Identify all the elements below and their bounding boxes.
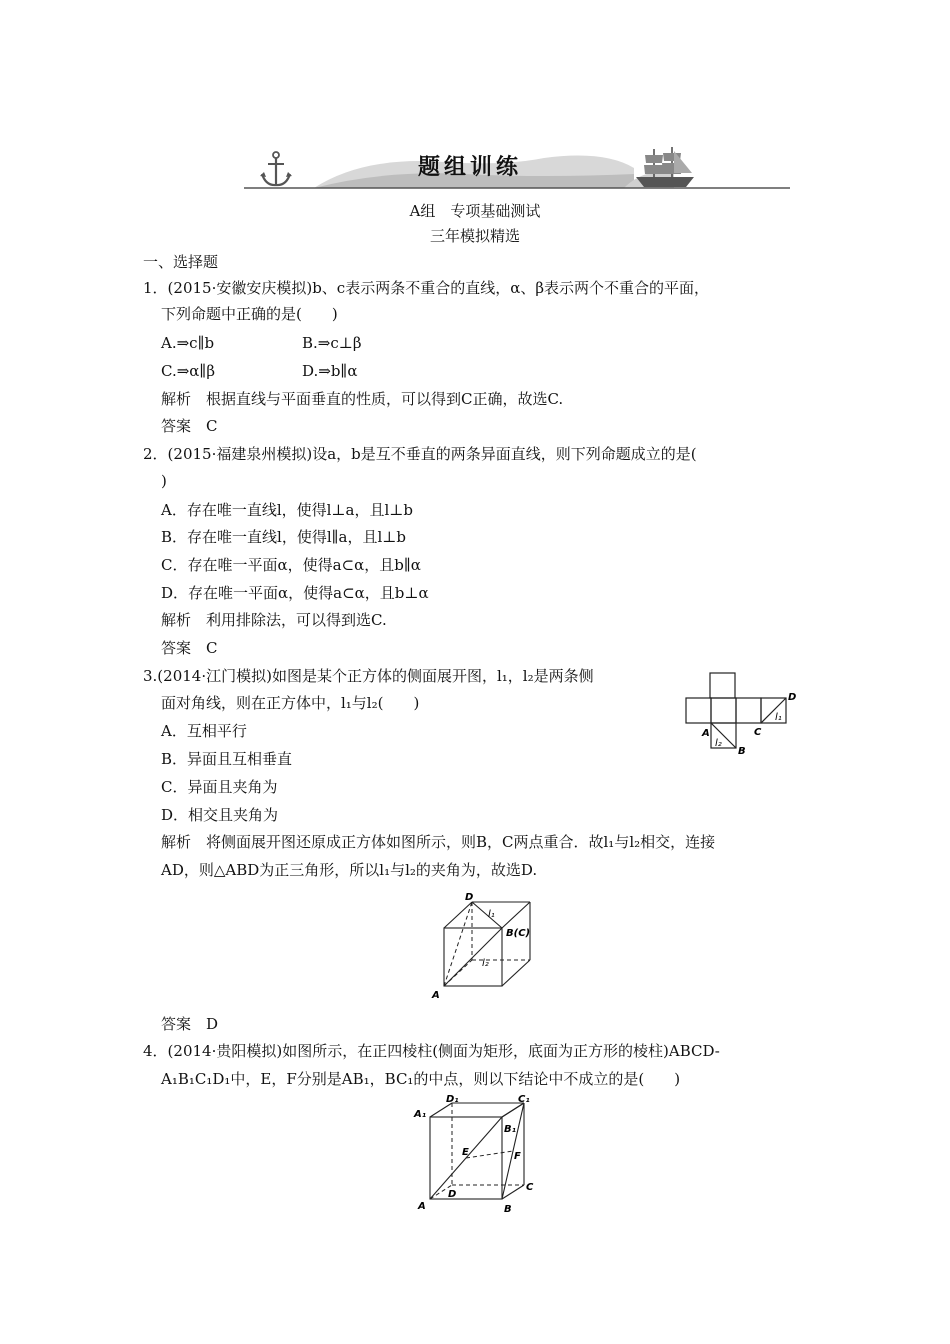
prism-label-a: A	[418, 1201, 426, 1212]
q4-stem-line2: A₁B₁C₁D₁中，E，F分别是AB₁，BC₁的中点，则以下结论中不成立的是( )	[161, 1070, 681, 1088]
q1-option-b: B.⇒c⊥β	[302, 334, 362, 352]
q2-analysis: 解析 利用排除法，可以得到选C.	[161, 611, 387, 629]
prism-label-a1: A₁	[414, 1109, 427, 1120]
net-label-l2: l₂	[715, 738, 722, 749]
group-title: A组 专项基础测试	[409, 202, 541, 220]
q1-option-c: C.⇒α∥β	[161, 362, 216, 380]
q3-option-a: A．互相平行	[161, 722, 247, 740]
net-label-d: D	[788, 692, 797, 703]
banner-title: 题组训练	[418, 155, 523, 180]
q3-stem-line1: 3.(2014·江门模拟)如图是某个正方体的侧面展开图，l₁，l₂是两条侧	[143, 667, 594, 685]
cube-figure	[430, 890, 560, 1010]
prism-label-c1: C₁	[518, 1095, 530, 1105]
q3-option-d: D．相交且夹角为	[161, 806, 279, 824]
q3-analysis-line1: 解析 将侧面展开图还原成正方体如图所示，则B，C两点重合．故l₁与l₂相交，连接	[161, 833, 716, 851]
q2-stem-line1: 2．(2015·福建泉州模拟)设a，b是互不垂直的两条异面直线，则下列命题成立的是(	[143, 445, 697, 463]
q3-answer: 答案 D	[161, 1015, 219, 1033]
q1-option-a: A.⇒c∥b	[161, 334, 215, 352]
net-label-c: C	[754, 727, 762, 738]
cube-net-figure	[680, 670, 800, 756]
q2-option-d: D．存在唯一平面α，使得a⊂α，且b⊥α	[161, 584, 429, 602]
q3-analysis-line2: AD，则△ABD为正三角形，所以l₁与l₂的夹角为，故选D.	[161, 861, 538, 879]
q3-option-c: C．异面且夹角为	[161, 778, 278, 796]
q2-answer: 答案 C	[161, 639, 218, 657]
q3-stem-line2: 面对角线，则在正方体中，l₁与l₂( )	[161, 694, 420, 712]
cube-label-l1: l₁	[488, 909, 495, 920]
q2-option-a: A．存在唯一直线l，使得l⊥a，且l⊥b	[161, 501, 413, 519]
prism-label-b1: B₁	[504, 1124, 517, 1135]
cube-label-l2: l₂	[482, 958, 489, 969]
q1-stem-line2: 下列命题中正确的是( )	[161, 305, 338, 323]
prism-label-f: F	[514, 1151, 521, 1162]
prism-label-d1: D₁	[446, 1095, 459, 1105]
q1-analysis: 解析 根据直线与平面垂直的性质，可以得到C正确，故选C.	[161, 390, 564, 408]
cube-label-d: D	[465, 892, 474, 903]
prism-label-d: D	[448, 1189, 457, 1200]
net-label-l1: l₁	[775, 712, 782, 723]
q1-answer: 答案 C	[161, 417, 218, 435]
prism-figure	[412, 1095, 552, 1215]
q2-option-c: C．存在唯一平面α，使得a⊂α，且b∥α	[161, 556, 421, 574]
subtitle: 三年模拟精选	[429, 227, 520, 245]
prism-label-b: B	[504, 1204, 512, 1215]
prism-label-c: C	[526, 1182, 534, 1193]
anchor-icon	[258, 150, 294, 188]
prism-label-e: E	[462, 1147, 469, 1158]
net-label-b: B	[738, 746, 746, 756]
q2-stem-line2: )	[161, 472, 167, 490]
q2-option-b: B．存在唯一直线l，使得l∥a，且l⊥b	[161, 528, 406, 546]
cube-label-a: A	[432, 990, 440, 1001]
net-label-a: A	[702, 728, 710, 739]
q1-stem-line1: 1．(2015·安徽安庆模拟)b、c表示两条不重合的直线，α、β表示两个不重合的平面，	[143, 279, 709, 297]
q3-option-b: B．异面且互相垂直	[161, 750, 293, 768]
q1-option-d: D.⇒b∥α	[302, 362, 358, 380]
ship-icon	[632, 145, 698, 189]
section-title: 一、选择题	[143, 253, 219, 271]
cube-label-bc: B(C)	[506, 928, 531, 939]
q4-stem-line1: 4．(2014·贵阳模拟)如图所示，在正四棱柱(侧面为矩形，底面为正方形的棱柱)ABCD-	[143, 1042, 720, 1060]
